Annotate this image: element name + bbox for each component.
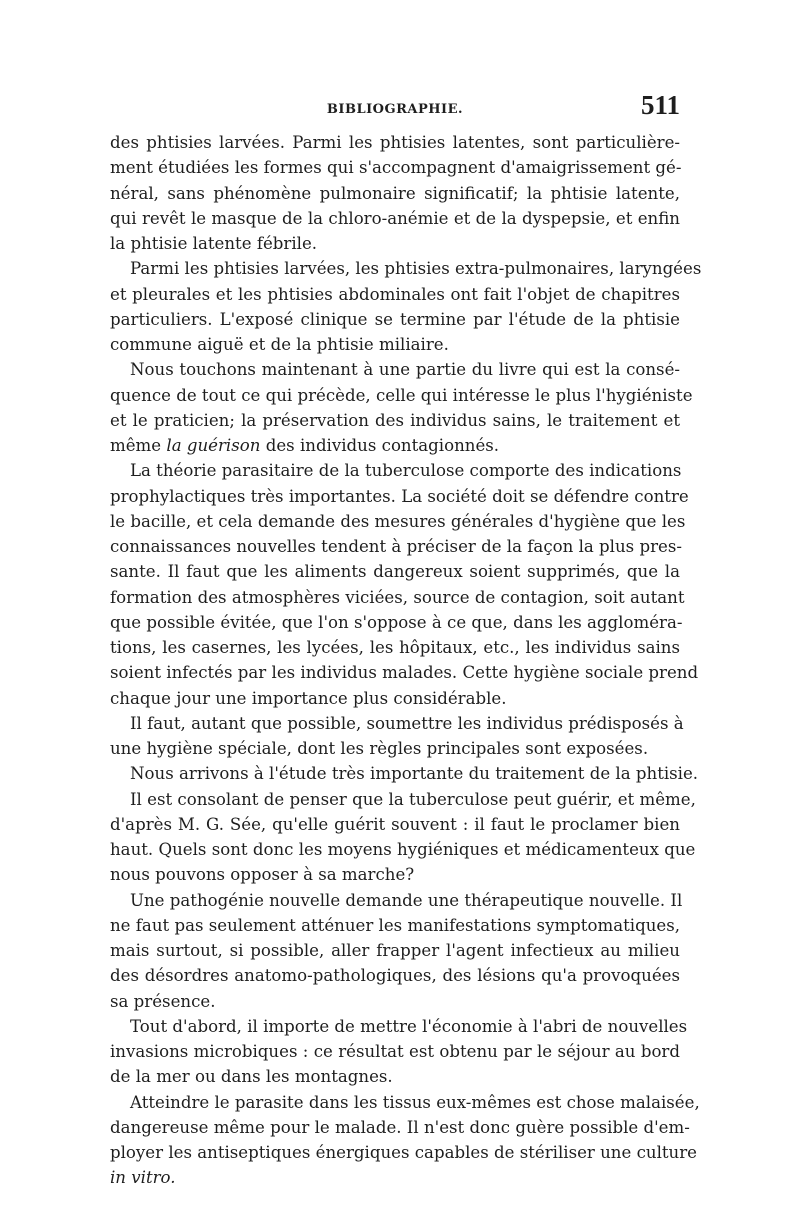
text-line: prophylactiques très importantes. La société doit se défendre contre xyxy=(110,486,689,506)
paragraph xyxy=(110,761,699,786)
paragraph xyxy=(110,1090,700,1191)
text-line: commune aiguë et de la phtisie miliaire. xyxy=(110,335,449,354)
text-line: sa présence. xyxy=(110,991,216,1011)
paragraph xyxy=(110,458,699,711)
text-line: même la guérison des individus contagionnés. xyxy=(110,436,500,455)
text-line: ployer les antiseptiques énergiques capables de stériliser une culture xyxy=(110,1143,697,1162)
text-line: quence de tout ce qui précède, celle qui intéresse le plus l'hygiéniste xyxy=(110,385,693,405)
text-line: formation des atmosphères viciées, source de contagion, soit autant xyxy=(110,587,685,607)
text-line: Il faut, autant que possible, soumettre les individus prédisposés à xyxy=(130,713,684,733)
text-line: et pleurales et les phtisies abdominales ont fait l'objet de chapitres xyxy=(110,284,680,304)
text-line: nous pouvons opposer à sa marche? xyxy=(110,865,415,885)
text-line: qui revêt le masque de la chloro-anémie et de la dyspepsie, et enfin xyxy=(110,208,680,228)
text-line: la phtisie latente fébrile. xyxy=(110,234,318,253)
italic-text: la guérison xyxy=(166,436,261,455)
text-line: mais surtout, si possible, aller frapper l'agent infectieux au milieu xyxy=(110,941,680,960)
paragraph xyxy=(110,711,684,762)
paragraph xyxy=(110,256,702,357)
text-line: et le praticien; la préservation des individus sains, le traitement et xyxy=(110,410,680,430)
text-line: particuliers. L'exposé clinique se termine par l'étude de la phtisie xyxy=(110,309,680,329)
text-line: Atteindre le parasite dans les tissus eux-mêmes est chose malaisée, xyxy=(130,1092,700,1112)
page-number: 511 xyxy=(640,90,680,120)
text-line: de la mer ou dans les montagnes. xyxy=(110,1067,393,1087)
text-line: invasions microbiques : ce résultat est obtenu par le séjour au bord xyxy=(110,1042,680,1061)
text-line: des désordres anatomo-pathologiques, des lésions qu'a provoquées xyxy=(110,966,680,986)
text-line: ne faut pas seulement atténuer les manifestations symptomatiques, xyxy=(110,915,680,935)
text-line: ment étudiées les formes qui s'accompagnent d'amaigrissement gé- xyxy=(110,158,682,178)
text-line: le bacille, et cela demande des mesures générales d'hygiène que les xyxy=(110,511,686,531)
paragraph xyxy=(110,1014,688,1090)
text-line: des phtisies larvées. Parmi les phtisies latentes, sont particulière- xyxy=(110,133,680,152)
text-line: soient infectés par les individus malades. Cette hygiène sociale prend xyxy=(110,663,699,683)
paragraph xyxy=(110,130,680,256)
text-line: chaque jour une importance plus considérable. xyxy=(110,688,507,708)
text-line: tions, les casernes, les lycées, les hôpitaux, etc., les individus sains xyxy=(110,638,680,657)
running-head xyxy=(110,90,680,130)
paragraph xyxy=(110,787,696,888)
text-line: Une pathogénie nouvelle demande une thérapeutique nouvelle. Il xyxy=(130,890,683,910)
text-line: Nous arrivons à l'étude très importante du traitement de la phtisie. xyxy=(130,764,699,784)
text-line: d'après M. G. Sée, qu'elle guérit souvent : il faut le proclamer bien xyxy=(110,814,680,834)
text-line: néral, sans phénomène pulmonaire significatif; la phtisie latente, xyxy=(110,183,680,203)
text-line: La théorie parasitaire de la tuberculose comporte des indications xyxy=(130,461,682,481)
text-line: dangereuse même pour le malade. Il n'est donc guère possible d'em- xyxy=(110,1117,690,1137)
italic-text: in vitro. xyxy=(110,1168,176,1188)
text-line: Il est consolant de penser que la tuberculose peut guérir, et même, xyxy=(130,789,696,809)
text-line: connaissances nouvelles tendent à préciser de la façon la plus pres- xyxy=(110,537,682,556)
text-line: Parmi les phtisies larvées, les phtisies extra-pulmonaires, laryngées xyxy=(130,259,702,279)
text-line: haut. Quels sont donc les moyens hygiéniques et médicamenteux que xyxy=(110,840,696,859)
paragraph xyxy=(110,888,683,1014)
paragraph xyxy=(110,357,693,458)
text-line: Nous touchons maintenant à une partie du livre qui est la consé- xyxy=(130,360,680,380)
text-line xyxy=(110,1165,680,1190)
text-line: que possible évitée, que l'on s'oppose à ce que, dans les aggloméra- xyxy=(110,612,683,632)
text-line: Tout d'abord, il importe de mettre l'économie à l'abri de nouvelles xyxy=(130,1016,688,1036)
running-title: BIBLIOGRAPHIE. xyxy=(326,102,464,117)
text-line: une hygiène spéciale, dont les règles principales sont exposées. xyxy=(110,739,649,758)
text-line: sante. Il faut que les aliments dangereux soient supprimés, que la xyxy=(110,562,680,582)
body-text xyxy=(110,130,702,1191)
